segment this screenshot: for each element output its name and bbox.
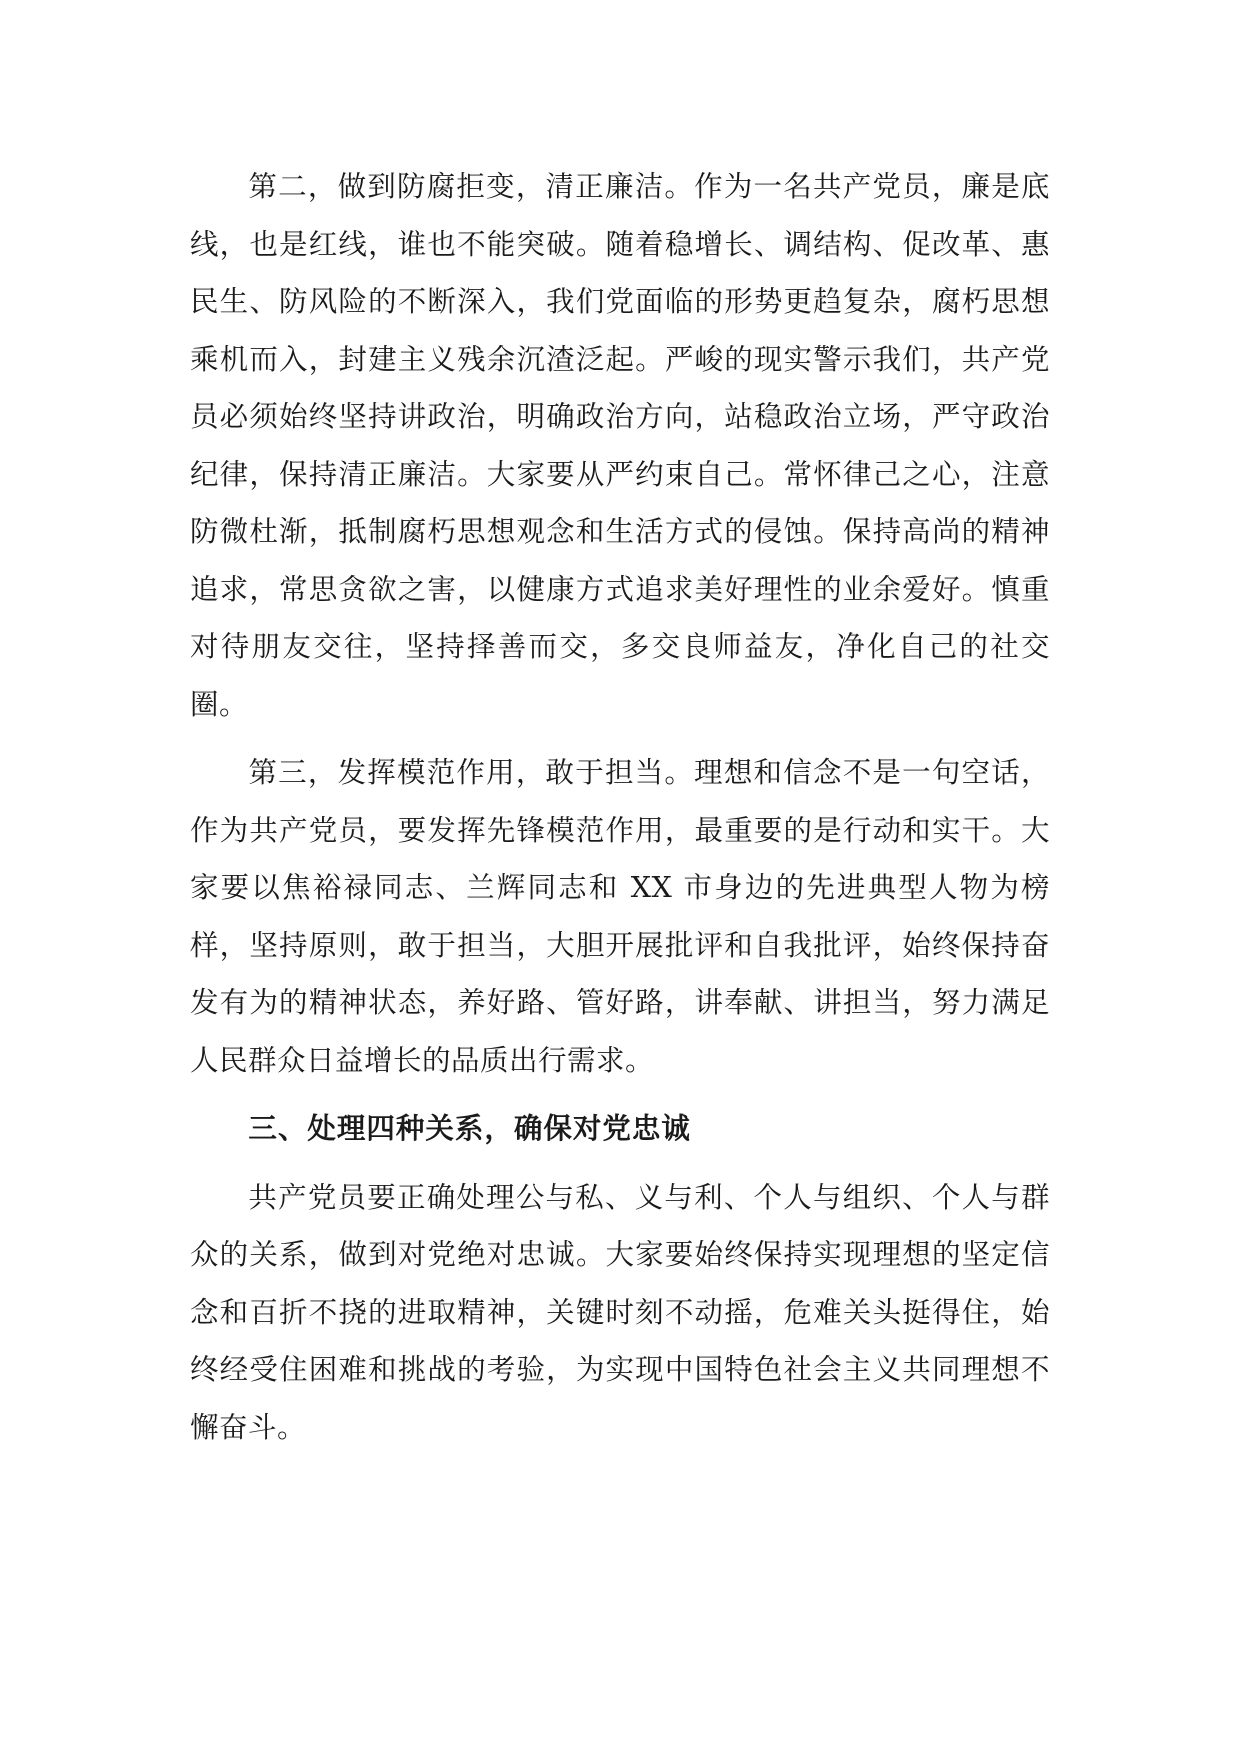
section-heading: 三、处理四种关系，确保对党忠诚 xyxy=(248,1112,691,1145)
paragraph-four-relations: 共产党员要正确处理公与私、义与利、个人与组织、个人与群众的关系，做到对党绝对忠诚。大家要始终保持实现理想的坚定信念和百折不挠的进取精神，关键时刻不动摇，危难关头挺得住，始终经受住困难和挑战的考验，为实现中国特色社会主义共同理想不懈奋斗。 xyxy=(190,1180,1050,1444)
paragraph-exemplary-role: 第三，发挥模范作用，敢于担当。理想和信念不是一句空话，作为共产党员，要发挥先锋模范作用，最重要的是行动和实干。大家要以焦裕禄同志、兰辉同志和 XX 市身边的先进典型人物为榜样，坚持原则，敢于担当，大胆开展批评和自我批评，始终保持奋发有为的精神状态，养好路、管好路，讲奉献、讲担当，努力满足人民群众日益增长的品质出行需求。 xyxy=(190,756,1050,1077)
document-body xyxy=(190,158,1050,1467)
paragraph-anti-corruption: 第二，做到防腐拒变，清正廉洁。作为一名共产党员，廉是底线，也是红线，谁也不能突破。随着稳增长、调结构、促改革、惠民生、防风险的不断深入，我们党面临的形势更趋复杂，腐朽思想乘机而入，封建主义残余沉渣泛起。严峻的现实警示我们，共产党员必须始终坚持讲政治，明确政治方向，站稳政治立场，严守政治纪律，保持清正廉洁。大家要从严约束自己。常怀律己之心，注意防微杜渐，抵制腐朽思想观念和生活方式的侵蚀。保持高尚的精神追求，常思贪欲之害，以健康方式追求美好理性的业余爱好。慎重对待朋友交往，坚持择善而交，多交良师益友，净化自己的社交圈。 xyxy=(190,170,1050,721)
